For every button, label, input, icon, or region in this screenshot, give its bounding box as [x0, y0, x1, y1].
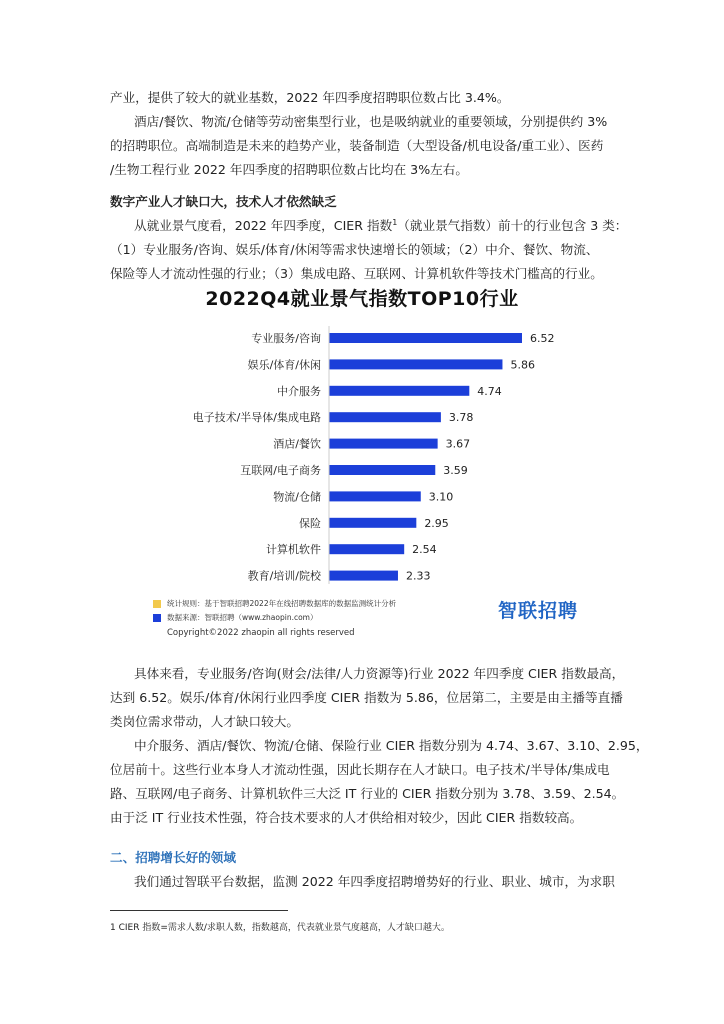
- bar: [329, 359, 502, 369]
- legend-source: [153, 612, 317, 623]
- category-label: 教育/培训/院校: [247, 569, 321, 583]
- category-label: 专业服务/咨询: [251, 332, 321, 345]
- category-label: 电子技术/半导体/集成电路: [192, 411, 321, 425]
- value-label: 3.59: [443, 464, 468, 477]
- bar: [329, 518, 416, 528]
- value-label: 3.10: [428, 490, 454, 504]
- section-heading: 数字产业人才缺口大，技术人才依然缺乏: [110, 194, 337, 209]
- footnote-reference[interactable]: 1: [392, 217, 398, 227]
- source-text: 数据来源：智联招聘（www.zhaopin.com）: [167, 613, 318, 622]
- paragraph-line: 具体来看，专业服务/咨询(财会/法律/人力资源等)行业 2022 年四季度 CIER 指数最高，: [134, 666, 625, 681]
- category-label: 中介服务: [277, 384, 321, 398]
- paragraph-line: 由于泛 IT 行业技术性强，符合技术要求的人才供给相对较少，因此 CIER 指数较高。: [110, 810, 583, 825]
- paragraph-line: 从就业景气度看，2022 年四季度，CIER 指数$^1$（就业景气指数）前十的行业包含 3 类：: [134, 217, 628, 233]
- blue-square-icon: [153, 614, 161, 622]
- value-label: 2.54: [412, 543, 437, 557]
- paragraph-line: 路、互联网/电子商务、计算机软件三大泛 IT 行业的 CIER 指数分别为 3.78、3.59、2.54。: [110, 786, 625, 801]
- paragraph-line: 酒店/餐饮、物流/仓储等劳动密集型行业，也是吸纳就业的重要领域，分别提供约 3%: [134, 114, 608, 129]
- value-label: 3.78: [448, 411, 474, 425]
- copyright-text: Copyright©2022 zhaopin all rights reserved: [167, 628, 355, 638]
- chart-title: 2022Q4就业景气指数TOP10行业: [205, 288, 519, 310]
- bar: [329, 439, 438, 449]
- value-label: 5.86: [510, 358, 535, 372]
- yellow-square-icon: [153, 600, 161, 608]
- bar: [329, 491, 421, 501]
- section-title: 二、招聘增长好的领域: [110, 850, 236, 865]
- stat-rule-text: 统计规则：基于智联招聘2022年在线招聘数据库的数据监测统计分析: [167, 599, 397, 608]
- zhaopin-logo: 智联招聘: [498, 600, 579, 622]
- bar: [329, 412, 441, 422]
- chart-plot: [144, 284, 580, 584]
- bar: [329, 544, 404, 554]
- paragraph-line: /生物工程行业 2022 年四季度的招聘职位数占比均在 3%左右。: [110, 162, 468, 177]
- value-label: 2.95: [424, 516, 449, 530]
- value-label: 2.33: [405, 569, 431, 583]
- bar: [329, 386, 469, 396]
- paragraph-line: 保险等人才流动性强的行业；（3）集成电路、互联网、计算机软件等技术门槛高的行业。: [110, 266, 603, 281]
- bar: [329, 333, 522, 343]
- footnote-divider: [110, 910, 288, 911]
- category-label: 互联网/电子商务: [240, 464, 321, 477]
- category-label: 娱乐/体育/休闲: [247, 358, 321, 372]
- category-label: 计算机软件: [266, 543, 321, 557]
- bar: [329, 571, 398, 581]
- paragraph-line: 我们通过智联平台数据，监测 2022 年四季度招聘增势好的行业、职业、城市，为求职: [134, 874, 615, 889]
- paragraph-line: 中介服务、酒店/餐饮、物流/仓储、保险行业 CIER 指数分别为 4.74、3.67、3.10、2.95，: [134, 738, 649, 753]
- paragraph-line: 达到 6.52。娱乐/体育/休闲行业四季度 CIER 指数为 5.86，位居第二，主要是由主播等直播: [110, 690, 623, 705]
- category-label: 物流/仓储: [273, 490, 321, 504]
- bar-chart: [144, 284, 580, 644]
- paragraph-line: 位居前十。这些行业本身人才流动性强，因此长期存在人才缺口。电子技术/半导体/集成电: [110, 762, 610, 777]
- value-label: 6.52: [530, 332, 555, 345]
- footnote-text: 1 CIER 指数=需求人数/求职人数，指数越高，代表就业景气度越高，人才缺口越大。: [110, 923, 450, 933]
- category-label: 保险: [299, 516, 321, 530]
- value-label: 4.74: [477, 384, 502, 398]
- paragraph-line: （1）专业服务/咨询、娱乐/体育/休闲等需求快速增长的领域；（2）中介、餐饮、物流、: [110, 242, 599, 257]
- paragraph-line: 的招聘职位。高端制造是未来的趋势产业，装备制造（大型设备/机电设备/重工业）、医药: [110, 138, 604, 153]
- value-label: 3.67: [445, 437, 471, 451]
- paragraph-line: 类岗位需求带动，人才缺口较大。: [110, 714, 299, 729]
- category-label: 酒店/餐饮: [273, 437, 321, 451]
- bar: [329, 465, 435, 475]
- intro-line: 产业，提供了较大的就业基数，2022 年四季度招聘职位数占比 3.4%。: [110, 90, 510, 105]
- legend-stat-rule: [153, 598, 396, 609]
